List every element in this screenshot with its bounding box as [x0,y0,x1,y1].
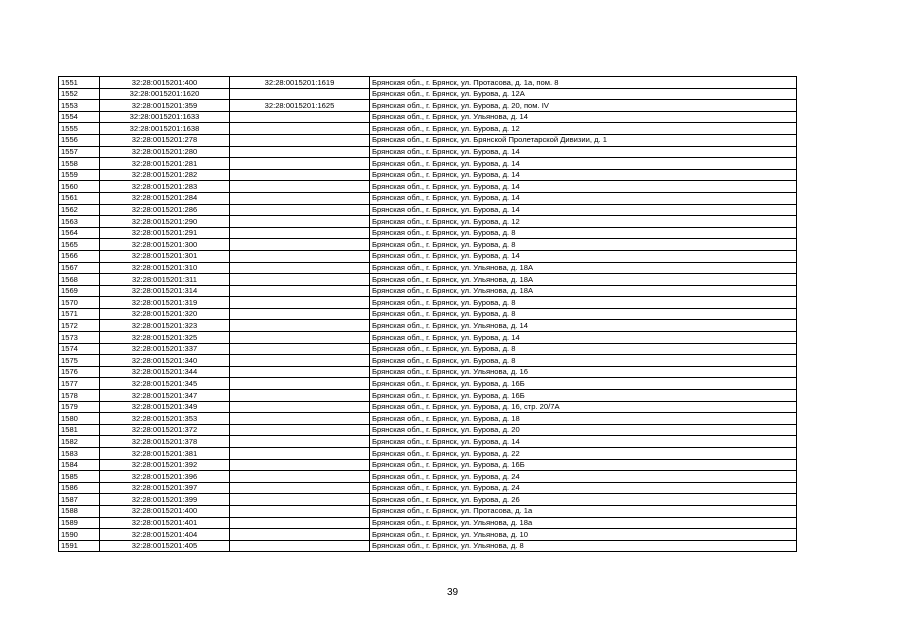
row-number-cell: 1552 [59,88,100,100]
cadastral-number-cell: 32:28:0015201:349 [100,401,230,413]
row-number-cell: 1585 [59,471,100,483]
address-cell: Брянская обл., г. Брянск, ул. Бурова, д. 14 [370,158,797,170]
row-number-cell: 1561 [59,192,100,204]
table-row [59,517,797,529]
row-number-cell: 1587 [59,494,100,506]
row-number-cell: 1569 [59,285,100,297]
address-cell: Брянская обл., г. Брянск, ул. Бурова, д. 14 [370,332,797,344]
parent-cadastral-number-cell [230,216,370,228]
address-cell: Брянская обл., г. Брянск, ул. Ульянова, д. 14 [370,320,797,332]
table-row [59,471,797,483]
row-number-cell: 1557 [59,146,100,158]
parent-cadastral-number-cell [230,192,370,204]
row-number-cell: 1577 [59,378,100,390]
address-cell: Брянская обл., г. Брянск, ул. Бурова, д. 20, пом. IV [370,100,797,112]
parent-cadastral-number-cell [230,111,370,123]
cadastral-number-cell: 32:28:0015201:282 [100,169,230,181]
row-number-cell: 1586 [59,482,100,494]
cadastral-number-cell: 32:28:0015201:399 [100,494,230,506]
parent-cadastral-number-cell: 32:28:0015201:1625 [230,100,370,112]
table-row [59,343,797,355]
address-cell: Брянская обл., г. Брянск, ул. Ульянова, д. 18а [370,517,797,529]
cadastral-number-cell: 32:28:0015201:359 [100,100,230,112]
table-row [59,320,797,332]
table-row [59,134,797,146]
cadastral-number-cell: 32:28:0015201:345 [100,378,230,390]
table-row [59,111,797,123]
address-cell: Брянская обл., г. Брянск, ул. Бурова, д. 8 [370,308,797,320]
parent-cadastral-number-cell [230,471,370,483]
row-number-cell: 1578 [59,390,100,402]
parent-cadastral-number-cell [230,308,370,320]
parent-cadastral-number-cell [230,239,370,251]
cadastral-number-cell: 32:28:0015201:280 [100,146,230,158]
parent-cadastral-number-cell [230,332,370,344]
cadastral-number-cell: 32:28:0015201:290 [100,216,230,228]
address-cell: Брянская обл., г. Брянск, ул. Ульянова, д. 18А [370,285,797,297]
table-row [59,88,797,100]
cadastral-number-cell: 32:28:0015201:340 [100,355,230,367]
table-row [59,401,797,413]
row-number-cell: 1551 [59,77,100,89]
address-cell: Брянская обл., г. Брянск, ул. Бурова, д. 8 [370,355,797,367]
table-row [59,146,797,158]
table-row [59,413,797,425]
table-row [59,297,797,309]
table-row [59,308,797,320]
cadastral-number-cell: 32:28:0015201:372 [100,424,230,436]
row-number-cell: 1591 [59,540,100,552]
address-cell: Брянская обл., г. Брянск, ул. Брянской Пролетарской Дивизии, д. 1 [370,134,797,146]
table-row [59,239,797,251]
table-row [59,482,797,494]
cadastral-number-cell: 32:28:0015201:311 [100,274,230,286]
cadastral-number-cell: 32:28:0015201:337 [100,343,230,355]
row-number-cell: 1558 [59,158,100,170]
parent-cadastral-number-cell [230,285,370,297]
table-row [59,529,797,541]
table-row [59,77,797,89]
row-number-cell: 1570 [59,297,100,309]
table-row [59,192,797,204]
table-row [59,494,797,506]
cadastral-number-cell: 32:28:0015201:344 [100,366,230,378]
address-cell: Брянская обл., г. Брянск, ул. Протасова, д. 1а [370,505,797,517]
row-number-cell: 1571 [59,308,100,320]
cadastral-number-cell: 32:28:0015201:291 [100,227,230,239]
parent-cadastral-number-cell [230,262,370,274]
address-cell: Брянская обл., г. Брянск, ул. Бурова, д. 16Б [370,459,797,471]
cadastral-number-cell: 32:28:0015201:310 [100,262,230,274]
address-cell: Брянская обл., г. Брянск, ул. Бурова, д. 12 [370,123,797,135]
row-number-cell: 1572 [59,320,100,332]
parent-cadastral-number-cell [230,134,370,146]
table-row [59,390,797,402]
parent-cadastral-number-cell [230,158,370,170]
address-cell: Брянская обл., г. Брянск, ул. Бурова, д. 18 [370,413,797,425]
cadastral-number-cell: 32:28:0015201:320 [100,308,230,320]
row-number-cell: 1554 [59,111,100,123]
address-cell: Брянская обл., г. Брянск, ул. Бурова, д. 14 [370,146,797,158]
row-number-cell: 1589 [59,517,100,529]
address-cell: Брянская обл., г. Брянск, ул. Ульянова, д. 18А [370,262,797,274]
page-number: 39 [446,587,459,598]
table-row [59,424,797,436]
table-row [59,250,797,262]
row-number-cell: 1576 [59,366,100,378]
table-row [59,216,797,228]
row-number-cell: 1553 [59,100,100,112]
address-cell: Брянская обл., г. Брянск, ул. Протасова, д. 1а, пом. 8 [370,77,797,89]
row-number-cell: 1565 [59,239,100,251]
property-registry-table [58,76,797,552]
cadastral-number-cell: 32:28:0015201:405 [100,540,230,552]
row-number-cell: 1583 [59,448,100,460]
parent-cadastral-number-cell [230,274,370,286]
parent-cadastral-number-cell [230,355,370,367]
cadastral-number-cell: 32:28:0015201:1638 [100,123,230,135]
table-row [59,332,797,344]
row-number-cell: 1579 [59,401,100,413]
parent-cadastral-number-cell [230,123,370,135]
cadastral-number-cell: 32:28:0015201:378 [100,436,230,448]
row-number-cell: 1588 [59,505,100,517]
table-row [59,436,797,448]
parent-cadastral-number-cell [230,482,370,494]
address-cell: Брянская обл., г. Брянск, ул. Бурова, д. 22 [370,448,797,460]
parent-cadastral-number-cell [230,517,370,529]
parent-cadastral-number-cell [230,169,370,181]
table-row [59,169,797,181]
parent-cadastral-number-cell [230,181,370,193]
row-number-cell: 1581 [59,424,100,436]
address-cell: Брянская обл., г. Брянск, ул. Бурова, д. 14 [370,436,797,448]
parent-cadastral-number-cell [230,204,370,216]
table-row [59,100,797,112]
parent-cadastral-number-cell [230,88,370,100]
parent-cadastral-number-cell: 32:28:0015201:1619 [230,77,370,89]
table-row [59,540,797,552]
row-number-cell: 1590 [59,529,100,541]
row-number-cell: 1575 [59,355,100,367]
address-cell: Брянская обл., г. Брянск, ул. Бурова, д. 8 [370,297,797,309]
parent-cadastral-number-cell [230,401,370,413]
table-row [59,355,797,367]
address-cell: Брянская обл., г. Брянск, ул. Ульянова, д. 14 [370,111,797,123]
table-row [59,285,797,297]
parent-cadastral-number-cell [230,459,370,471]
parent-cadastral-number-cell [230,390,370,402]
parent-cadastral-number-cell [230,540,370,552]
address-cell: Брянская обл., г. Брянск, ул. Бурова, д. 14 [370,181,797,193]
cadastral-number-cell: 32:28:0015201:392 [100,459,230,471]
address-cell: Брянская обл., г. Брянск, ул. Ульянова, д. 18А [370,274,797,286]
row-number-cell: 1567 [59,262,100,274]
table-row [59,227,797,239]
address-cell: Брянская обл., г. Брянск, ул. Бурова, д. 16, стр. 20/7А [370,401,797,413]
cadastral-number-cell: 32:28:0015201:314 [100,285,230,297]
table-row [59,366,797,378]
cadastral-number-cell: 32:28:0015201:286 [100,204,230,216]
table-row [59,204,797,216]
parent-cadastral-number-cell [230,146,370,158]
address-cell: Брянская обл., г. Брянск, ул. Бурова, д. 8 [370,239,797,251]
row-number-cell: 1555 [59,123,100,135]
cadastral-number-cell: 32:28:0015201:397 [100,482,230,494]
address-cell: Брянская обл., г. Брянск, ул. Бурова, д. 24 [370,471,797,483]
address-cell: Брянская обл., г. Брянск, ул. Ульянова, д. 16 [370,366,797,378]
address-cell: Брянская обл., г. Брянск, ул. Бурова, д. 14 [370,250,797,262]
table-row [59,459,797,471]
table-row [59,274,797,286]
cadastral-number-cell: 32:28:0015201:278 [100,134,230,146]
row-number-cell: 1566 [59,250,100,262]
address-cell: Брянская обл., г. Брянск, ул. Бурова, д. 14 [370,169,797,181]
parent-cadastral-number-cell [230,436,370,448]
table-row [59,181,797,193]
cadastral-number-cell: 32:28:0015201:323 [100,320,230,332]
cadastral-number-cell: 32:28:0015201:283 [100,181,230,193]
cadastral-number-cell: 32:28:0015201:1620 [100,88,230,100]
cadastral-number-cell: 32:28:0015201:404 [100,529,230,541]
row-number-cell: 1562 [59,204,100,216]
cadastral-number-cell: 32:28:0015201:347 [100,390,230,402]
cadastral-number-cell: 32:28:0015201:301 [100,250,230,262]
table-row [59,123,797,135]
parent-cadastral-number-cell [230,413,370,425]
row-number-cell: 1580 [59,413,100,425]
table-row [59,262,797,274]
cadastral-number-cell: 32:28:0015201:284 [100,192,230,204]
cadastral-number-cell: 32:28:0015201:400 [100,505,230,517]
cadastral-number-cell: 32:28:0015201:401 [100,517,230,529]
address-cell: Брянская обл., г. Брянск, ул. Бурова, д. 14 [370,192,797,204]
cadastral-number-cell: 32:28:0015201:396 [100,471,230,483]
cadastral-number-cell: 32:28:0015201:325 [100,332,230,344]
address-cell: Брянская обл., г. Брянск, ул. Бурова, д. 16Б [370,378,797,390]
table-row [59,158,797,170]
address-cell: Брянская обл., г. Брянск, ул. Бурова, д. 20 [370,424,797,436]
table-row [59,505,797,517]
registry-table-body [59,77,797,552]
address-cell: Брянская обл., г. Брянск, ул. Бурова, д. 8 [370,227,797,239]
address-cell: Брянская обл., г. Брянск, ул. Бурова, д. 8 [370,343,797,355]
parent-cadastral-number-cell [230,297,370,309]
row-number-cell: 1582 [59,436,100,448]
cadastral-number-cell: 32:28:0015201:281 [100,158,230,170]
parent-cadastral-number-cell [230,505,370,517]
address-cell: Брянская обл., г. Брянск, ул. Бурова, д. 12 [370,216,797,228]
parent-cadastral-number-cell [230,320,370,332]
row-number-cell: 1568 [59,274,100,286]
row-number-cell: 1564 [59,227,100,239]
row-number-cell: 1563 [59,216,100,228]
row-number-cell: 1556 [59,134,100,146]
parent-cadastral-number-cell [230,494,370,506]
address-cell: Брянская обл., г. Брянск, ул. Бурова, д. 14 [370,204,797,216]
parent-cadastral-number-cell [230,366,370,378]
parent-cadastral-number-cell [230,250,370,262]
cadastral-number-cell: 32:28:0015201:381 [100,448,230,460]
parent-cadastral-number-cell [230,448,370,460]
address-cell: Брянская обл., г. Брянск, ул. Бурова, д. 24 [370,482,797,494]
row-number-cell: 1560 [59,181,100,193]
parent-cadastral-number-cell [230,227,370,239]
cadastral-number-cell: 32:28:0015201:353 [100,413,230,425]
parent-cadastral-number-cell [230,424,370,436]
address-cell: Брянская обл., г. Брянск, ул. Бурова, д. 16Б [370,390,797,402]
cadastral-number-cell: 32:28:0015201:400 [100,77,230,89]
address-cell: Брянская обл., г. Брянск, ул. Бурова, д. 12А [370,88,797,100]
address-cell: Брянская обл., г. Брянск, ул. Ульянова, д. 8 [370,540,797,552]
row-number-cell: 1559 [59,169,100,181]
table-row [59,448,797,460]
row-number-cell: 1573 [59,332,100,344]
address-cell: Брянская обл., г. Брянск, ул. Ульянова, д. 10 [370,529,797,541]
parent-cadastral-number-cell [230,343,370,355]
cadastral-number-cell: 32:28:0015201:300 [100,239,230,251]
parent-cadastral-number-cell [230,378,370,390]
row-number-cell: 1584 [59,459,100,471]
address-cell: Брянская обл., г. Брянск, ул. Бурова, д. 26 [370,494,797,506]
table-row [59,378,797,390]
cadastral-number-cell: 32:28:0015201:319 [100,297,230,309]
row-number-cell: 1574 [59,343,100,355]
parent-cadastral-number-cell [230,529,370,541]
cadastral-number-cell: 32:28:0015201:1633 [100,111,230,123]
